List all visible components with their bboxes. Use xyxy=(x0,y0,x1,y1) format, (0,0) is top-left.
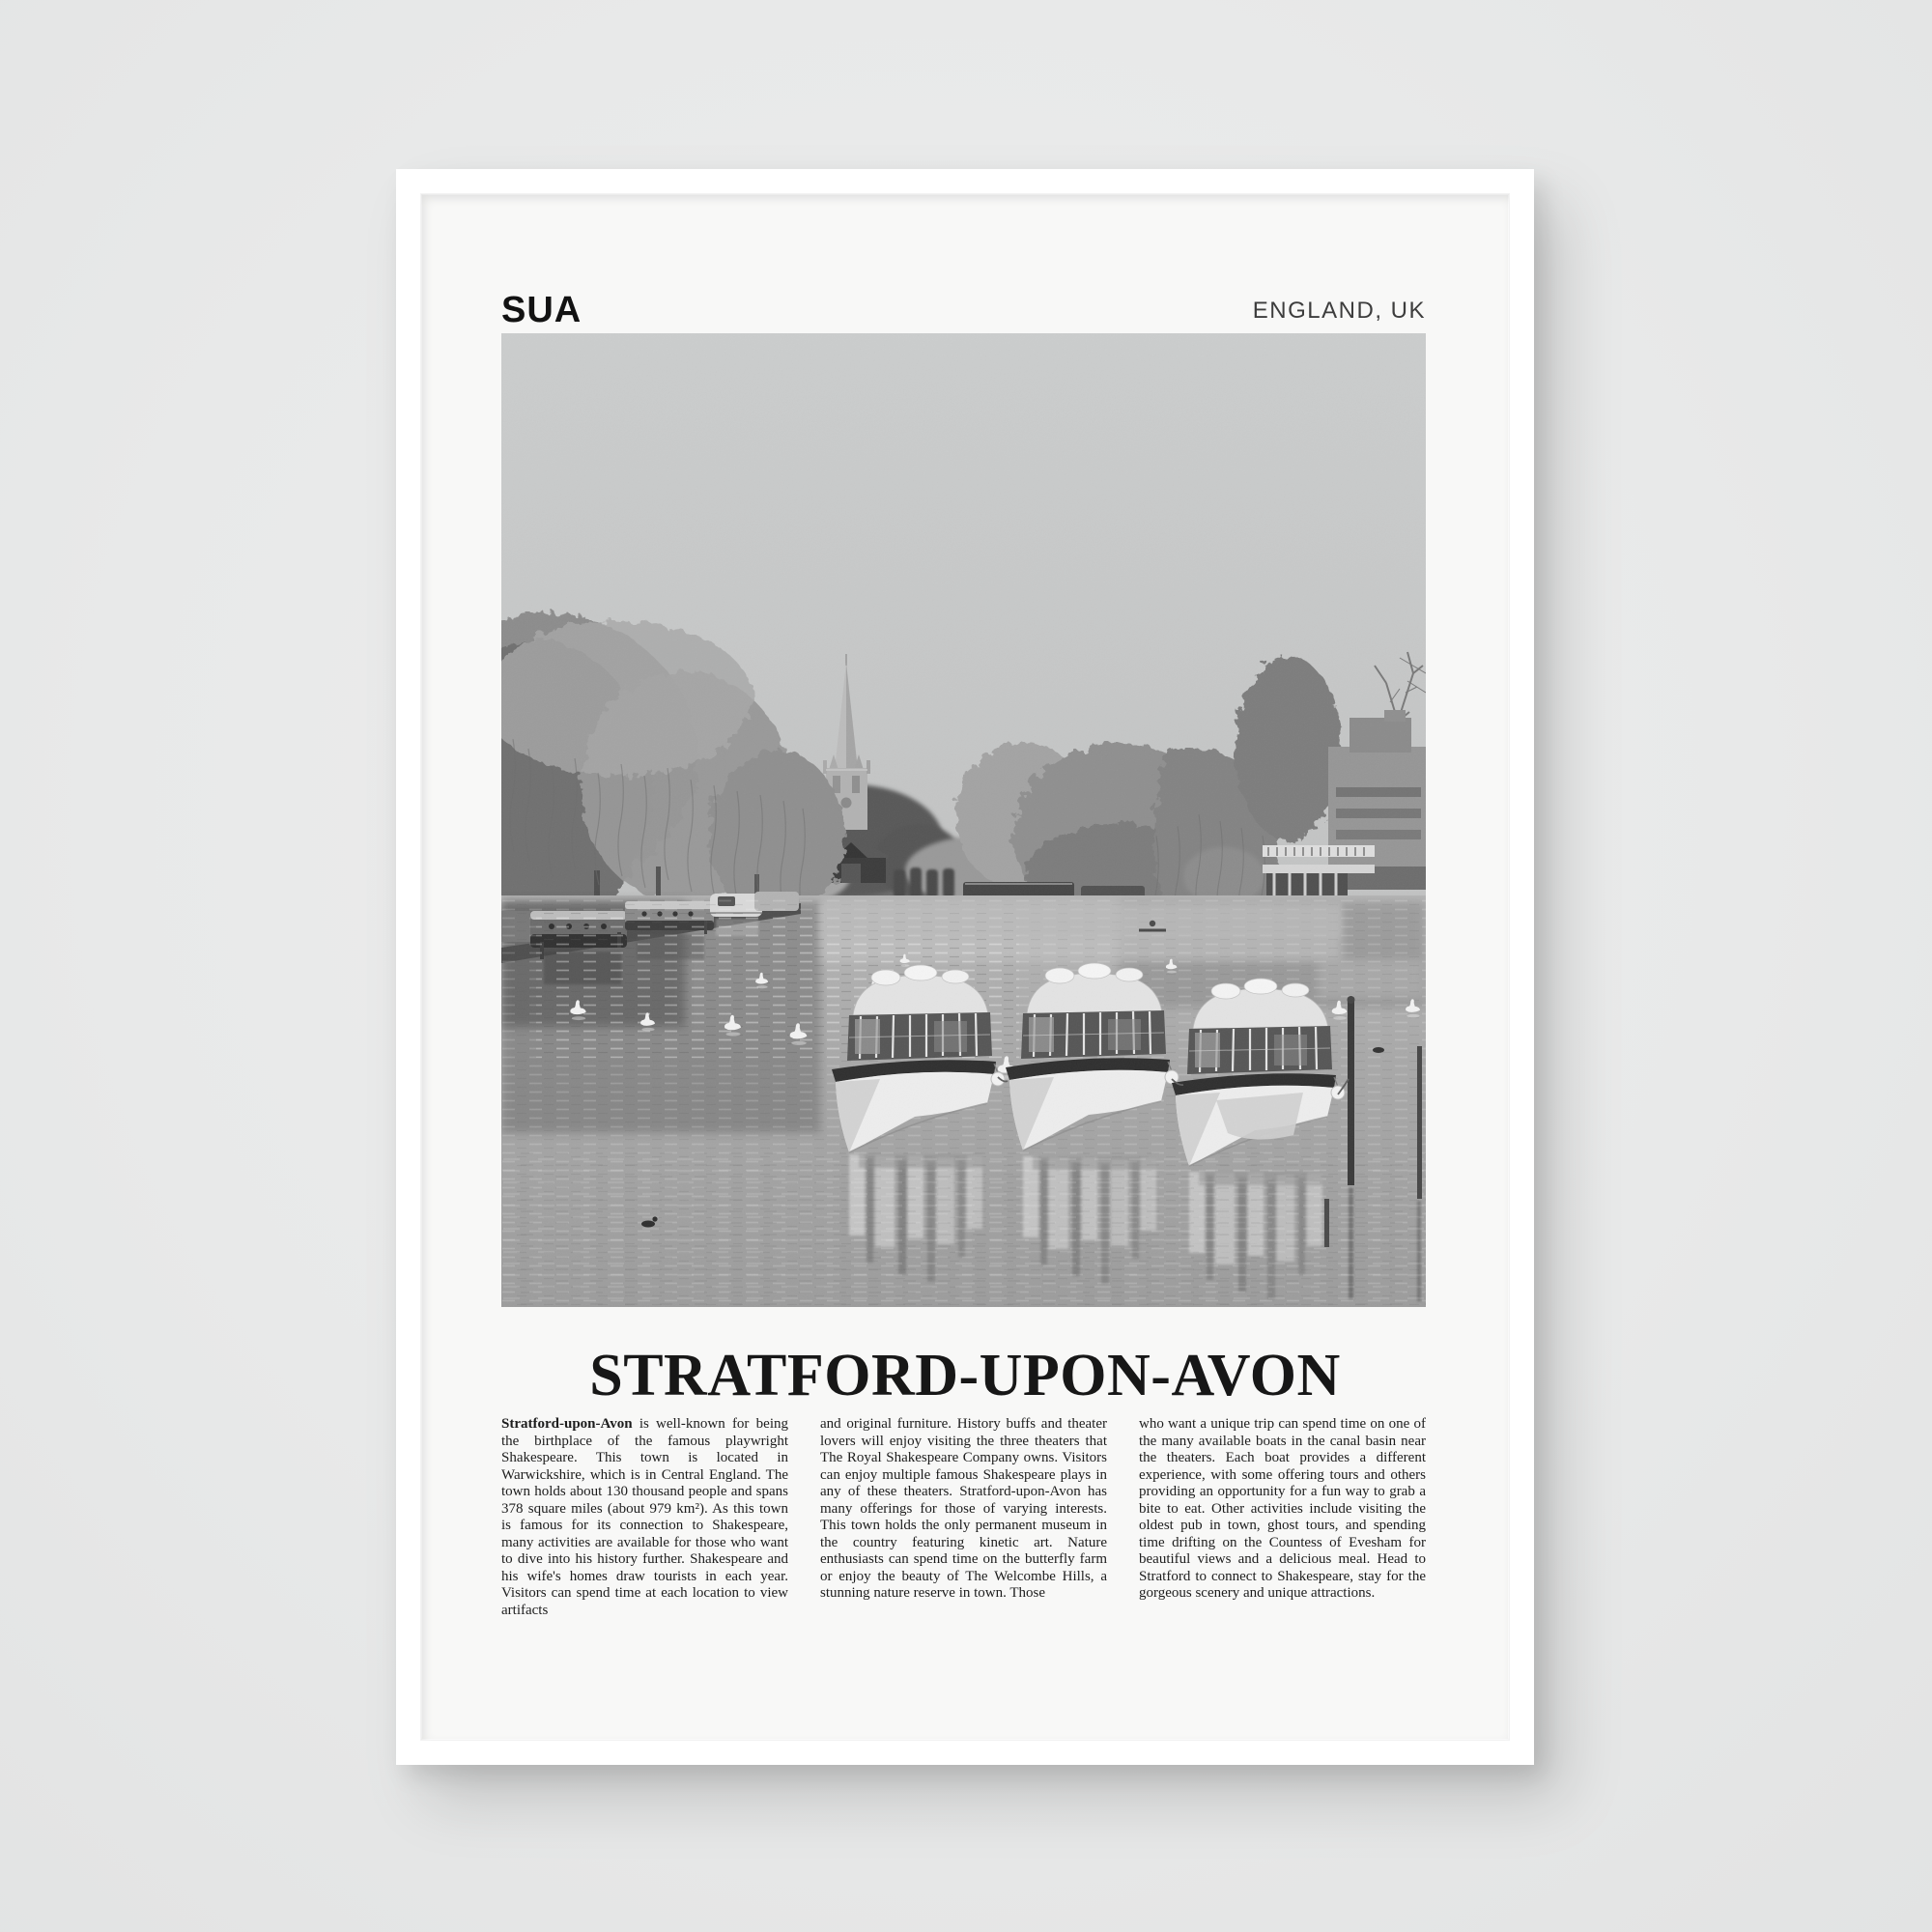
article-column-2: and original furniture. History buffs and theater lovers will enjoy visiting the three theaters that The Royal Shakespeare Company owns. Visitors can enjoy multiple famous Shakespeare plays in any of these theaters. Stratford-upon-Avon has many offerings for those of varying interests. This town holds the only permanent museum in the country featuring kinetic art. Nature enthusiasts can spend time on the butterfly farm or enjoy the beauty of The Welcombe Hills, a stunning nature reserve in town. Those xyxy=(820,1416,1107,1601)
poster xyxy=(422,195,1508,1739)
article-column-1: Stratford-upon-Avon is well-known for being the birthplace of the famous playwright Shakespeare. This town is located in Warwickshire, which is in Central England. The town holds about 130 thousand people and spans 378 square miles (about 979 km²). As this town is famous for its connection to Shakespeare, many activities are available for those who want to dive into his history further. Shakespeare and his wife's homes draw tourists in each year. Visitors can spend time at each location to view artifacts xyxy=(501,1416,788,1618)
poster-title: STRATFORD-UPON-AVON xyxy=(589,1343,1341,1408)
article xyxy=(501,1416,1426,1619)
film-grain xyxy=(501,333,1426,1307)
brand-text: SUA xyxy=(501,290,582,330)
poster-header xyxy=(501,288,1426,330)
location-text: ENGLAND, UK xyxy=(1252,298,1426,324)
riverscape-photo xyxy=(501,333,1426,1307)
poster-frame xyxy=(396,169,1534,1765)
river-avon-scene xyxy=(501,333,1426,1307)
article-lead: Stratford-upon-Avon xyxy=(501,1416,633,1432)
article-column-3: who want a unique trip can spend time on one of the many available boats in the canal basin near the theaters. Each boat provides a different experience, with some offering tours and others providing an opportunity for a fun way to grab a bite to eat. Other activities include visiting the oldest pub in town, ghost tours, and spending time drifting on the Countess of Evesham for beautiful views and a delicious meal. Head to Stratford to connect to Shakespeare, stay for the gorgeous scenery and unique attractions. xyxy=(1139,1416,1426,1601)
